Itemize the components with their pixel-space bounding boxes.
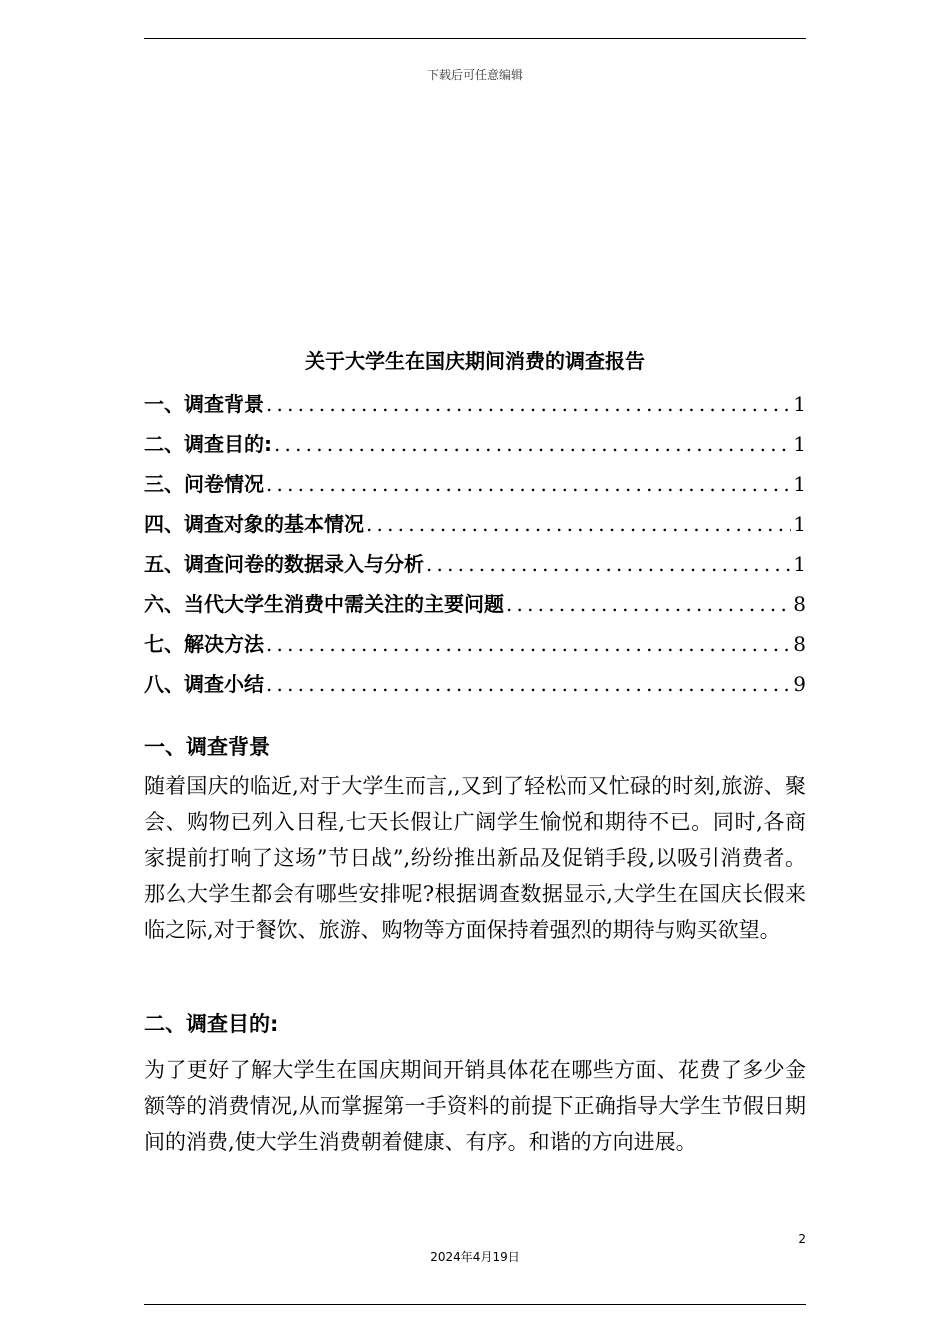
header-note: 下载后可任意编辑 bbox=[426, 68, 523, 82]
toc-entry-label: 三、问卷情况 bbox=[144, 472, 264, 496]
toc-leader-dots bbox=[266, 384, 791, 424]
toc-entry-label: 五、调查问卷的数据录入与分析 bbox=[144, 552, 424, 576]
section-heading-background: 一、调查背景 bbox=[144, 735, 270, 759]
toc-entry-page: 1 bbox=[793, 512, 806, 536]
toc-entry-page: 1 bbox=[793, 392, 806, 416]
toc-entry-label: 八、调查小结 bbox=[144, 672, 264, 696]
toc-leader-dots bbox=[506, 584, 791, 624]
toc-entry[interactable] bbox=[144, 664, 806, 704]
toc-entry-page: 8 bbox=[793, 632, 806, 656]
toc-entry[interactable] bbox=[144, 464, 806, 504]
toc-leader-dots bbox=[266, 664, 791, 704]
section-body-purpose: 为了更好了解大学生在国庆期间开销具体花在哪些方面、花费了多少金额等的消费情况,从而掌握第一手资料的前提下正确指导大学生节假日期间的消费,使大学生消费朝着健康、有序。和谐的方向进展。 bbox=[144, 1058, 806, 1154]
footer-rule bbox=[144, 1304, 806, 1305]
toc-leader-dots bbox=[366, 504, 791, 544]
toc-entry-page: 1 bbox=[793, 432, 806, 456]
toc-entry[interactable] bbox=[144, 584, 806, 624]
toc-entry-page: 1 bbox=[793, 552, 806, 576]
toc-entry-label: 七、解决方法 bbox=[144, 632, 264, 656]
toc-entry[interactable] bbox=[144, 544, 806, 584]
toc-entry-page: 1 bbox=[793, 472, 806, 496]
header-rule bbox=[144, 38, 806, 39]
toc-entry-page: 8 bbox=[793, 592, 806, 616]
document-title: 关于大学生在国庆期间消费的调查报告 bbox=[305, 349, 645, 373]
toc-entry[interactable] bbox=[144, 624, 806, 664]
toc-entry-label: 一、调查背景 bbox=[144, 392, 264, 416]
footer-date: 2024年4月19日 bbox=[430, 1250, 520, 1264]
section-heading-purpose: 二、调查目的: bbox=[144, 1012, 279, 1036]
page-number: 2 bbox=[798, 1232, 806, 1246]
toc-entry-label: 二、调查目的: bbox=[144, 432, 272, 456]
toc-entry[interactable] bbox=[144, 384, 806, 424]
toc-leader-dots bbox=[274, 424, 791, 464]
toc-leader-dots bbox=[426, 544, 791, 584]
toc-entry-page: 9 bbox=[793, 672, 806, 696]
table-of-contents bbox=[144, 384, 806, 704]
toc-entry-label: 六、当代大学生消费中需关注的主要问题 bbox=[144, 592, 504, 616]
toc-entry[interactable] bbox=[144, 504, 806, 544]
section-body-background: 随着国庆的临近,对于大学生而言,,又到了轻松而又忙碌的时刻,旅游、聚会、购物已列入日程,七天长假让广阔学生愉悦和期待不已。同时,各商家提前打响了这场”节日战”,纷纷推出新品及促销手段,以吸引消费者。那么大学生都会有哪些安排呢?根据调查数据显示,大学生在国庆长假来临之际,对于餐饮、旅游、购物等方面保持着强烈的期待与购买欲望。 bbox=[144, 774, 806, 942]
toc-entry[interactable] bbox=[144, 424, 806, 464]
toc-leader-dots bbox=[266, 624, 791, 664]
toc-leader-dots bbox=[266, 464, 791, 504]
toc-entry-label: 四、调查对象的基本情况 bbox=[144, 512, 364, 536]
